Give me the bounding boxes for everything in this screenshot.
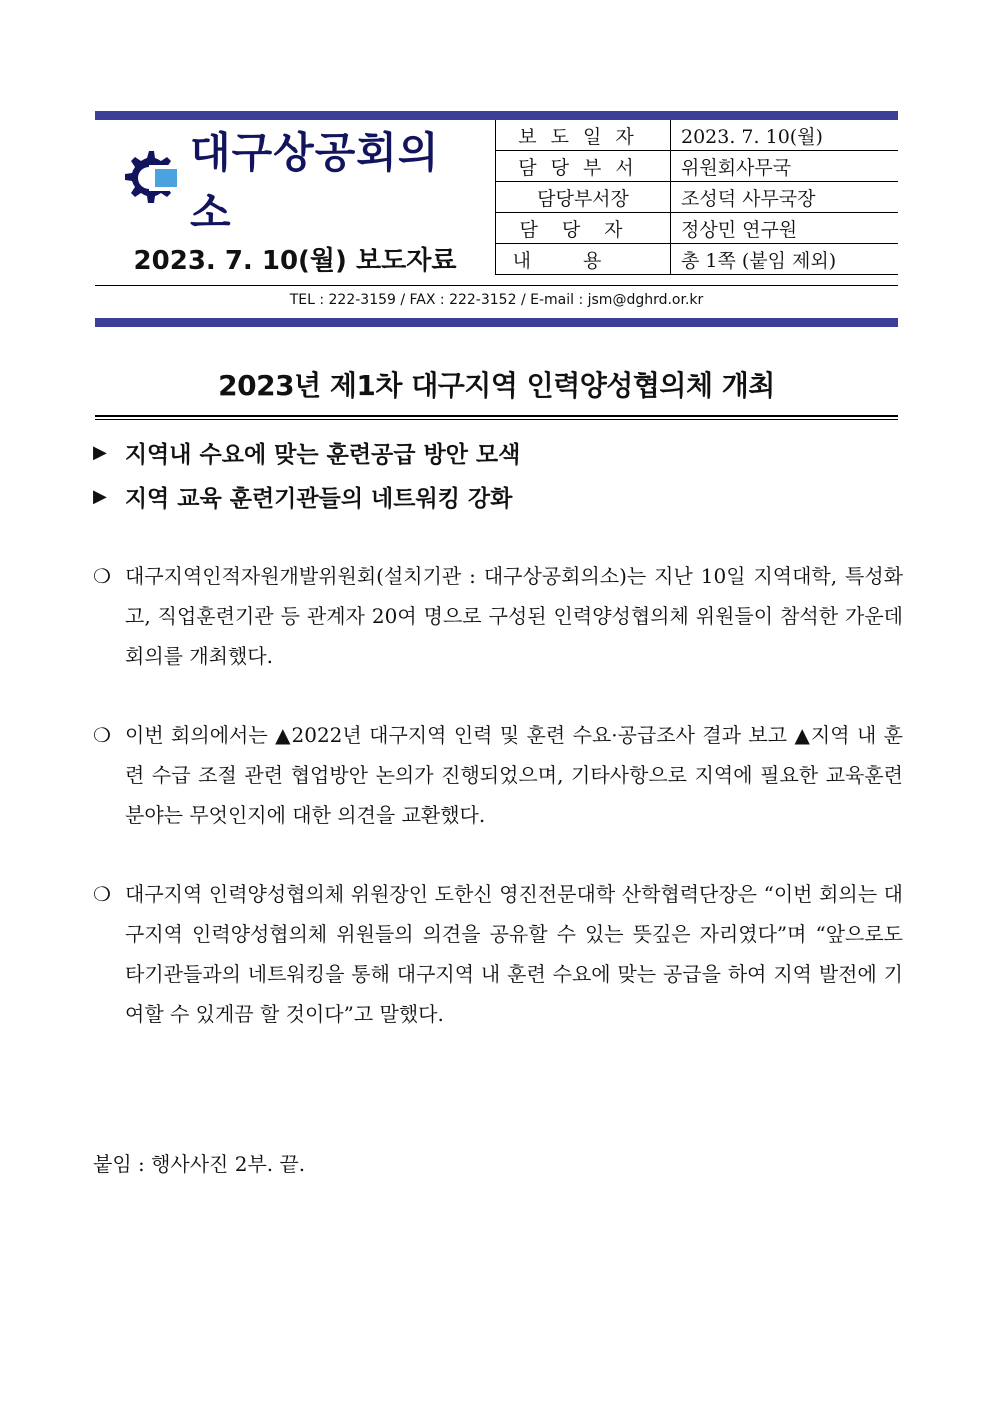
info-key: 담당부서 — [496, 151, 671, 182]
body-paragraph — [93, 715, 903, 835]
attachment-note: 붙임 : 행사사진 2부. 끝. — [93, 1152, 306, 1176]
circle-bullet-icon: ❍ — [93, 564, 111, 588]
subheadline — [93, 480, 512, 513]
triangle-right-icon: ▶ — [93, 486, 107, 507]
subheadline-text: 지역내 수요에 맞는 훈련공급 방안 모색 — [124, 442, 521, 468]
info-row — [496, 244, 899, 275]
info-row — [496, 120, 899, 151]
subheadline-text: 지역 교육 훈련기관들의 네트워킹 강화 — [124, 486, 513, 512]
headline: 2023년 제1차 대구지역 인력양성협의체 개최 — [218, 369, 775, 402]
org-name: 대구상공회의소 — [190, 128, 440, 237]
paragraph-text: 대구지역 인력양성협의체 위원장인 도한신 영진전문대학 산학협력단장은 “이번 회의는 대구지역 인력양성협의체 위원들의 의견을 공유할 수 있는 뜻깊은 자리였다”며 “앞으로도 타기관들과의 네트워킹을 통해 대구지역 내 훈련 수요에 맞는 공급을 하여 지역 발전에 기여할 수 있게끔 할 것이다”고 말했다. — [125, 882, 903, 1026]
org-logo — [118, 128, 478, 237]
press-info-table — [495, 120, 898, 275]
header-top-bar — [95, 111, 898, 120]
headline-rule — [95, 415, 898, 417]
info-key: 담당자 — [496, 213, 671, 244]
info-key: 내용 — [496, 244, 671, 275]
info-row — [496, 151, 899, 182]
body-paragraph — [93, 874, 903, 1034]
info-value: 위원회사무국 — [671, 151, 899, 182]
info-value: 조성덕 사무국장 — [671, 182, 899, 213]
info-row — [496, 182, 899, 213]
info-key: 담당부서장 — [496, 182, 671, 213]
info-key: 보도일자 — [496, 120, 671, 151]
info-value: 2023. 7. 10(월) — [671, 120, 899, 151]
subheadline — [93, 436, 520, 469]
triangle-right-icon: ▶ — [93, 442, 107, 463]
circle-bullet-icon: ❍ — [93, 882, 111, 906]
paragraph-text: 대구지역인적자원개발위원회(설치기관 : 대구상공회의소)는 지난 10일 지역대학, 특성화고, 직업훈련기관 등 관계자 20여 명으로 구성된 인력양성협의체 위원들이 참석한 가운데 회의를 개최했다. — [125, 564, 903, 668]
header-bottom-bar — [95, 318, 898, 327]
info-value: 총 1쪽 (붙임 제외) — [671, 244, 899, 275]
info-row — [496, 213, 899, 244]
info-value: 정상민 연구원 — [671, 213, 899, 244]
body-paragraph — [93, 556, 903, 676]
gear-icon — [118, 147, 180, 213]
circle-bullet-icon: ❍ — [93, 723, 111, 747]
headline-rule — [95, 419, 898, 420]
paragraph-text: 이번 회의에서는 ▲2022년 대구지역 인력 및 훈련 수요·공급조사 결과 보고 ▲지역 내 훈련 수급 조절 관련 협업방안 논의가 진행되었으며, 기타사항으로 지역에 필요한 교육훈련분야는 무엇인지에 대한 의견을 교환했다. — [125, 723, 903, 827]
contact-info: TEL : 222-3159 / FAX : 222-3152 / E-mail : jsm@dghrd.or.kr — [289, 292, 704, 308]
release-date-label: 2023. 7. 10(월) 보도자료 — [133, 246, 457, 276]
